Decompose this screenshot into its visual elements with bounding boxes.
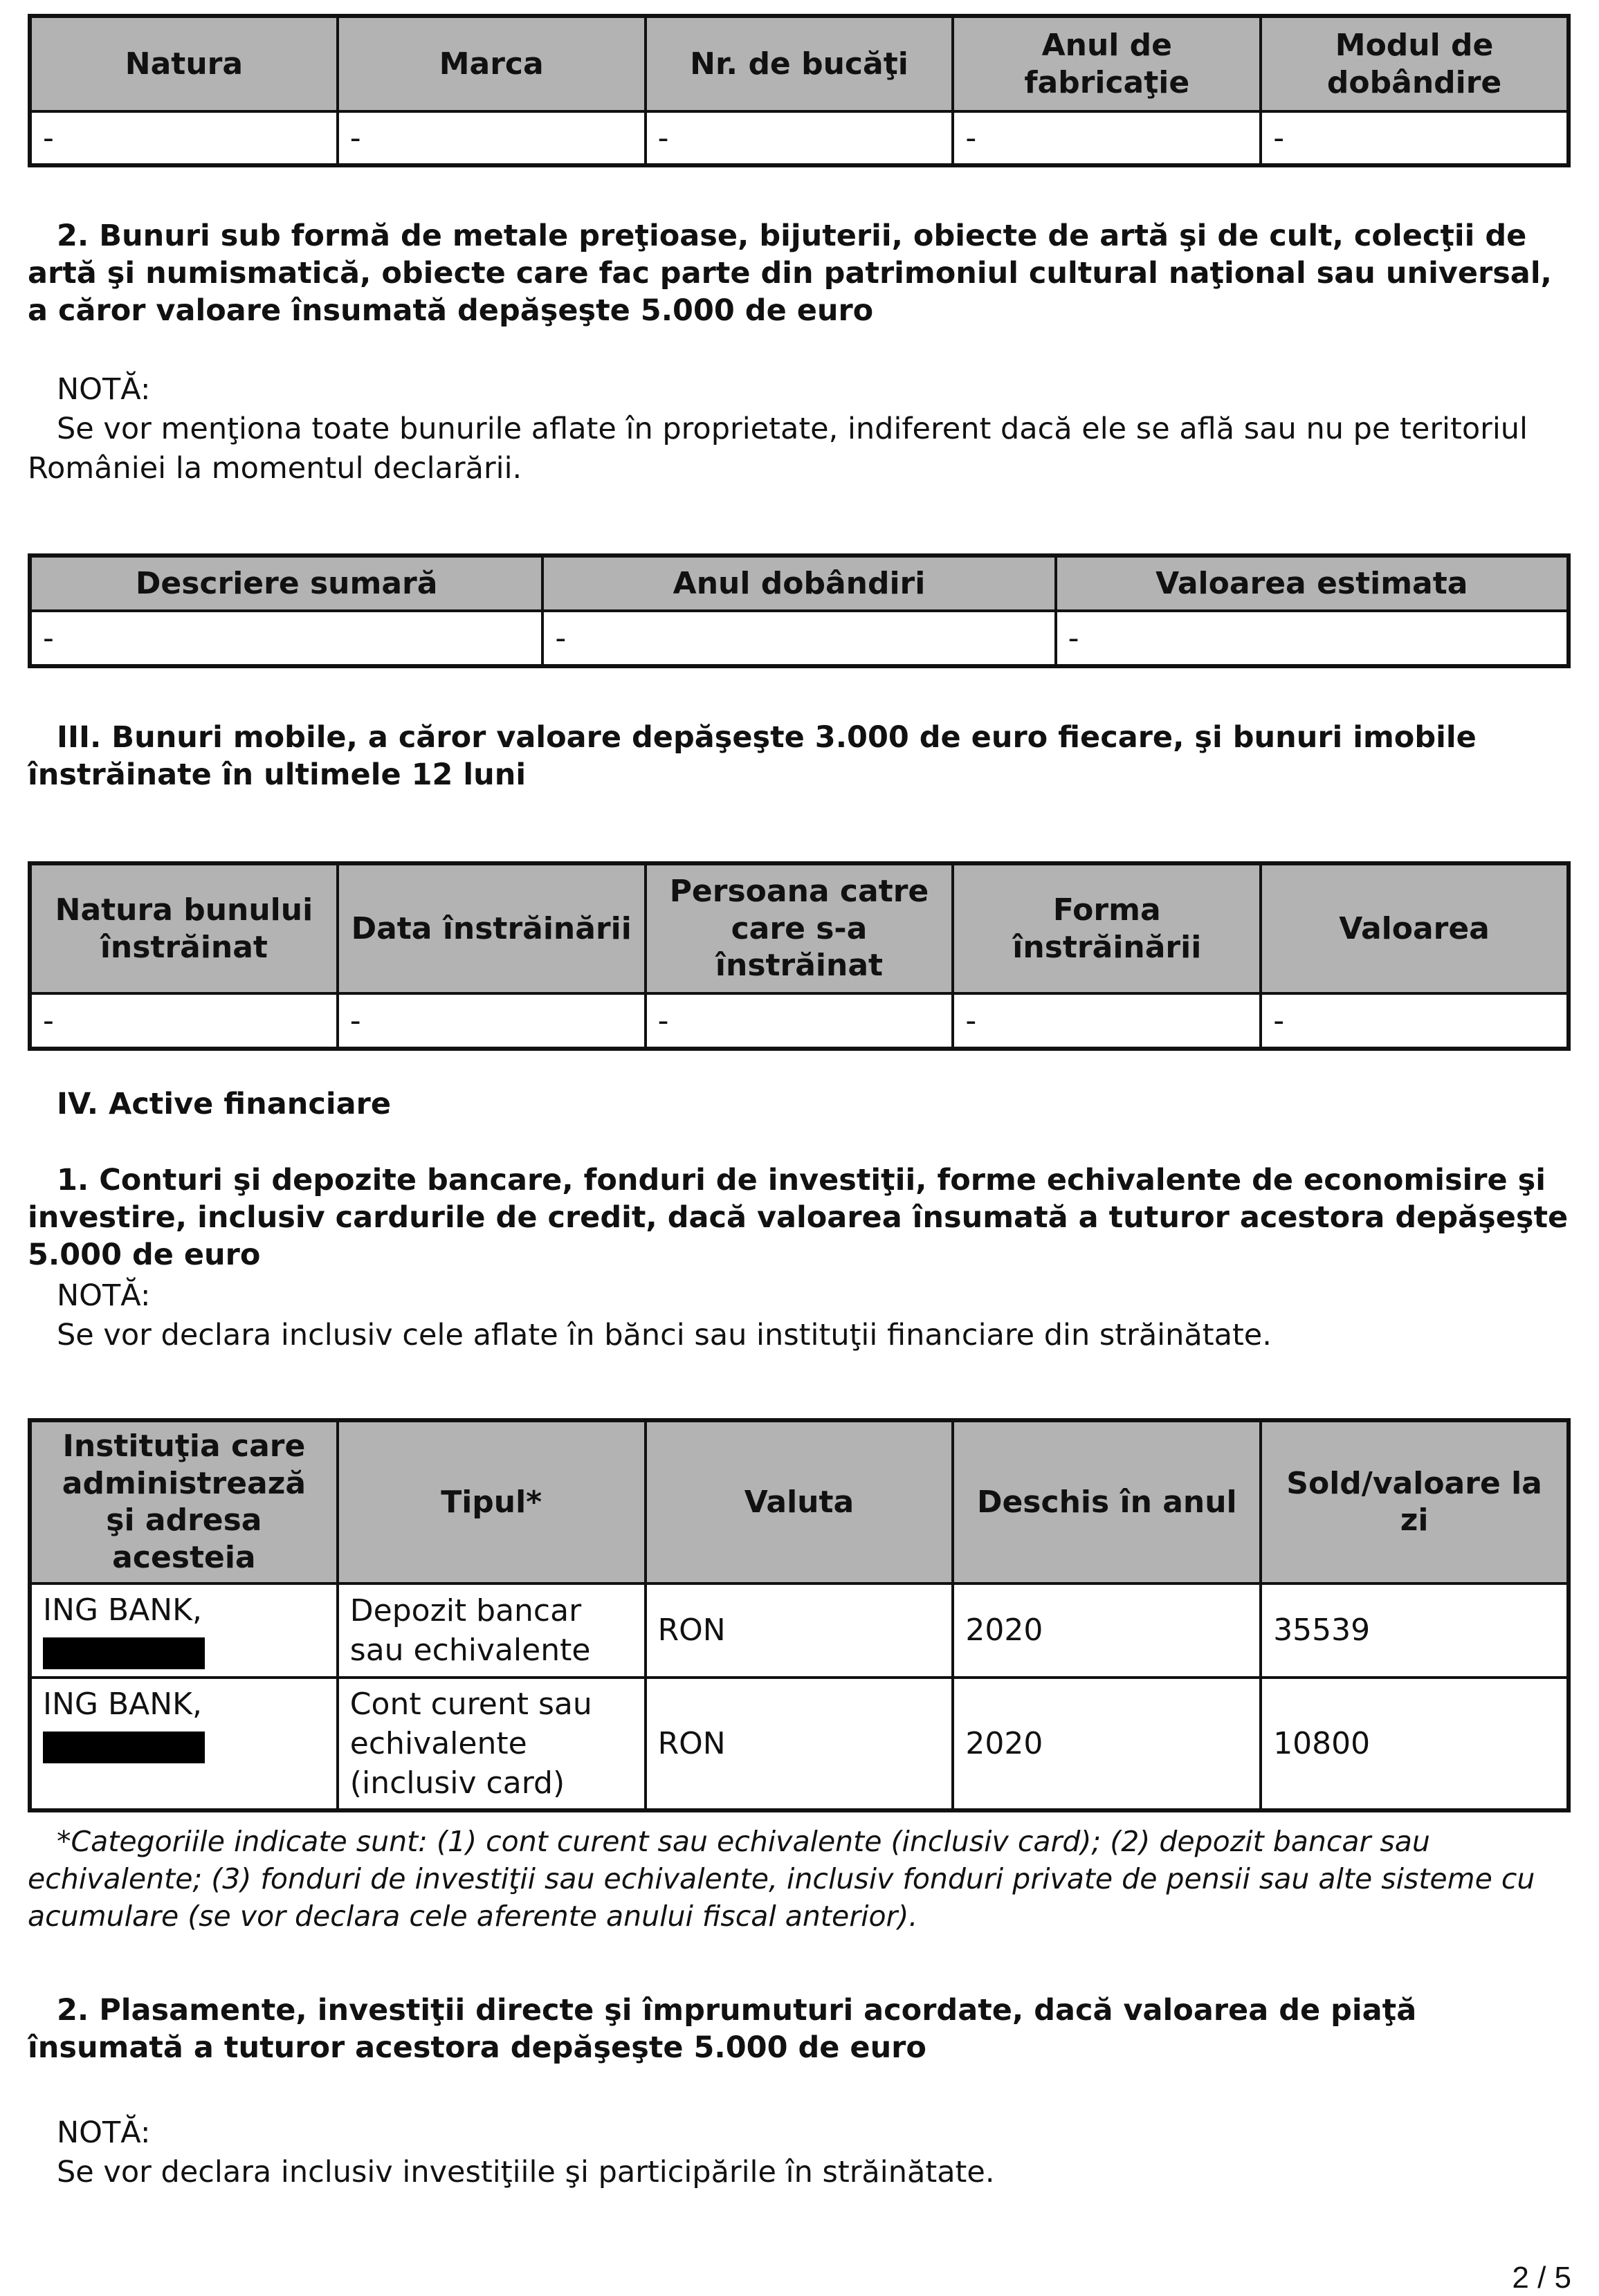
table-header-cell: Forma înstrăinării (953, 863, 1261, 993)
balance-cell: 10800 (1261, 1678, 1569, 1811)
table-row (30, 111, 1569, 165)
table-cell: - (338, 993, 646, 1049)
table-cell: - (30, 611, 542, 666)
table-cell: - (338, 111, 646, 165)
accounts-table (28, 1418, 1571, 1812)
table-header-cell: Modul de dobândire (1261, 16, 1569, 111)
section-2-block (28, 218, 1571, 329)
table-header-cell: Anul dobândiri (542, 555, 1055, 611)
type-cell: Depozit bancar sau echivalente (338, 1583, 646, 1678)
section-4-block (28, 1086, 1571, 1123)
table-cell: - (1261, 993, 1569, 1049)
section-4-1-block (28, 1162, 1571, 1274)
section-4-2-block (28, 1992, 1571, 2067)
institution-cell (30, 1583, 338, 1678)
table-cell: - (542, 611, 1055, 666)
table-cell: - (1261, 111, 1569, 165)
subsection-heading: 1. Conturi şi depozite bancare, fonduri de investiţii, forme echivalente de economisire şi investire, inclusiv cardurile de credit, dacă valoarea însumată a tuturor acestora depăşeşte 5.000 de euro (28, 1163, 1569, 1272)
section-4-2-note (28, 2113, 1571, 2192)
table-header-cell: Natura bunului înstrăinat (30, 863, 338, 993)
section-4-1-note (28, 1276, 1571, 1355)
table-header-cell: Tipul* (338, 1420, 646, 1583)
footnote: *Categoriile indicate sunt: (1) cont curent sau echivalente (inclusiv card); (2) depozit bancar sau echivalente; (3) fonduri de investiţii sau echivalente, inclusiv fonduri private de pensii sau alte sisteme cu acumulare (se vor declara cele aferente anului fiscal anterior). (28, 1825, 1535, 1934)
table-row (30, 611, 1569, 666)
section-heading: IV. Active financiare (57, 1087, 391, 1121)
table-row (30, 993, 1569, 1049)
vehicles-table (28, 14, 1571, 167)
section-heading: III. Bunuri mobile, a căror valoare depăşeşte 3.000 de euro fiecare, şi bunuri imobile înstrăinate în ultimele 12 luni (28, 720, 1477, 792)
table-cell: - (953, 993, 1261, 1049)
table-header-cell: Descriere sumară (30, 555, 542, 611)
table-cell: - (646, 111, 953, 165)
balance-cell: 35539 (1261, 1583, 1569, 1678)
note-text: Se vor menţiona toate bunurile aflate în proprietate, indiferent dacă ele se află sau nu pe teritoriul României la momentul declarării. (28, 411, 1528, 486)
table-header-cell: Anul de fabricaţie (953, 16, 1261, 111)
table-cell: - (30, 993, 338, 1049)
institution-cell (30, 1678, 338, 1811)
valuables-table-block (28, 553, 1571, 668)
redaction-bar (43, 1732, 205, 1763)
page-number: 2 / 5 (1512, 2261, 1571, 2295)
table-cell: - (30, 111, 338, 165)
table-header-cell: Sold/valoare la zi (1261, 1420, 1569, 1583)
table-header-cell: Data înstrăinării (338, 863, 646, 993)
note-label: NOTĂ: (57, 372, 151, 407)
valuables-table (28, 553, 1571, 668)
vehicles-table-block (28, 14, 1571, 167)
table-cell: - (1056, 611, 1569, 666)
institution-name: ING BANK, (43, 1592, 203, 1628)
section-heading: 2. Bunuri sub formă de metale preţioase, bijuterii, obiecte de artă şi de cult, colecţii de artă şi numismatică, obiecte care fac parte din patrimoniul cultural naţional sau universal, a căror valoare însumată depăşeşte 5.000 de euro (28, 219, 1552, 328)
note-label: NOTĂ: (57, 1278, 151, 1313)
table-header-cell: Valoarea (1261, 863, 1569, 993)
year-cell: 2020 (953, 1583, 1261, 1678)
alienated-table-block (28, 861, 1571, 1051)
type-cell: Cont curent sau echivalente (inclusiv card) (338, 1678, 646, 1811)
section-2-note (28, 370, 1571, 488)
table-header-cell: Natura (30, 16, 338, 111)
currency-cell: RON (646, 1583, 953, 1678)
table-cell: - (953, 111, 1261, 165)
table-header-cell: Marca (338, 16, 646, 111)
table-row (30, 1678, 1569, 1811)
table-header-cell: Valoarea estimata (1056, 555, 1569, 611)
note-label: NOTĂ: (57, 2115, 151, 2150)
note-text: Se vor declara inclusiv investiţiile şi participările în străinătate. (57, 2154, 995, 2189)
table-cell: - (646, 993, 953, 1049)
accounts-table-block (28, 1418, 1571, 1812)
section-3-block (28, 719, 1571, 794)
institution-name: ING BANK, (43, 1686, 203, 1722)
table-header-cell: Deschis în anul (953, 1420, 1261, 1583)
table-header-cell: Nr. de bucăţi (646, 16, 953, 111)
table-row (30, 1583, 1569, 1678)
table-header-cell: Persoana catre care s-a înstrăinat (646, 863, 953, 993)
note-text: Se vor declara inclusiv cele aflate în bănci sau instituţii financiare din străinătate. (57, 1317, 1272, 1352)
footnote-block (28, 1823, 1571, 1935)
table-header-cell: Instituţia care administrează şi adresa acesteia (30, 1420, 338, 1583)
year-cell: 2020 (953, 1678, 1261, 1811)
subsection-heading: 2. Plasamente, investiţii directe şi împrumuturi acordate, dacă valoarea de piaţă însumată a tuturor acestora depăşeşte 5.000 de euro (28, 1993, 1417, 2065)
currency-cell: RON (646, 1678, 953, 1811)
table-header-cell: Valuta (646, 1420, 953, 1583)
redaction-bar (43, 1637, 205, 1669)
alienated-table (28, 861, 1571, 1051)
